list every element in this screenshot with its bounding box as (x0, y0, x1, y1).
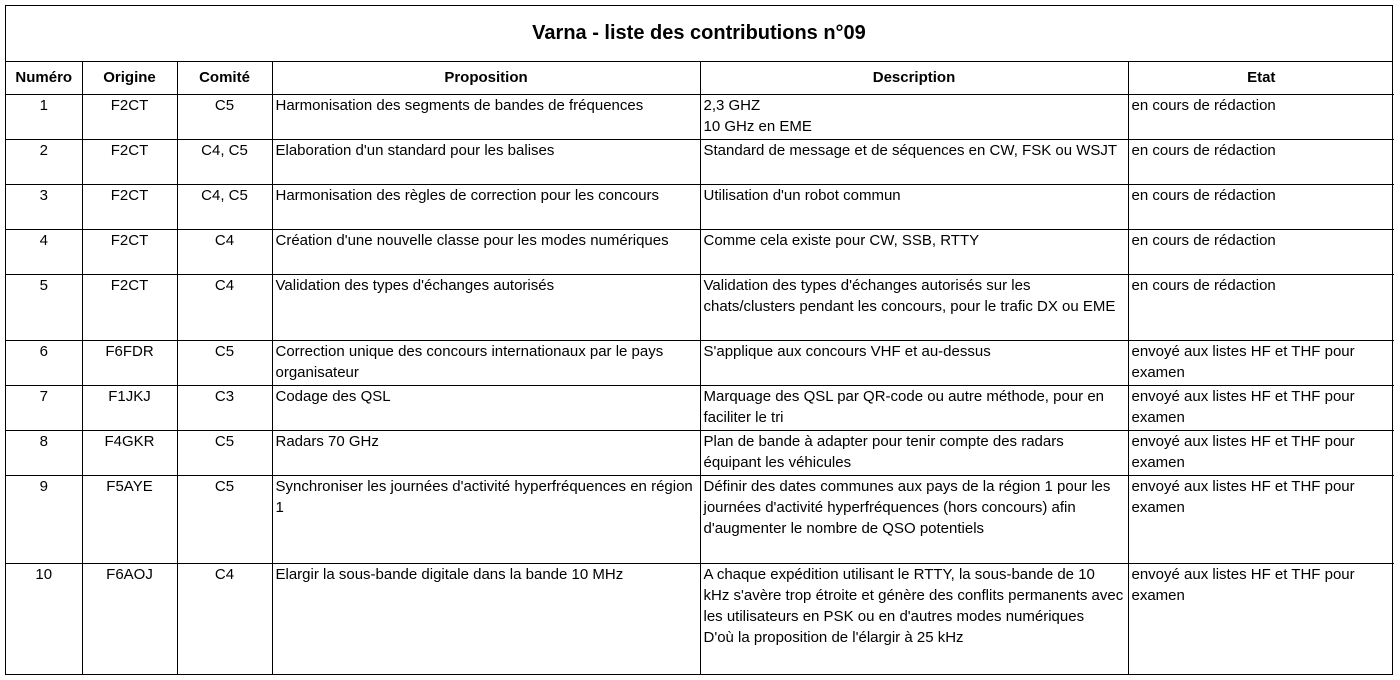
table-row (6, 340, 1394, 385)
cell-comite: C5 (177, 430, 272, 475)
cell-description (700, 385, 1128, 430)
cell-comite: C4 (177, 229, 272, 274)
cell-etat: en cours de rédaction (1128, 94, 1394, 139)
cell-etat: envoyé aux listes HF et THF pour examen (1128, 340, 1394, 385)
column-header-numero: Numéro (6, 62, 82, 94)
cell-origine: F2CT (82, 229, 177, 274)
contributions-table (6, 62, 1394, 674)
cell-origine: F2CT (82, 274, 177, 340)
cell-etat: envoyé aux listes HF et THF pour examen (1128, 385, 1394, 430)
description-line: A chaque expédition utilisant le RTTY, la sous-bande de 10 kHz s'avère trop étroite et génère des conflits permanents avec les utilisateurs en PSK ou en d'autres modes numériques (703, 565, 1124, 625)
cell-numero: 3 (6, 184, 82, 229)
cell-origine: F6AOJ (82, 563, 177, 674)
cell-numero: 1 (6, 94, 82, 139)
description-line: Utilisation d'un robot commun (703, 186, 901, 204)
column-header-description: Description (700, 62, 1128, 94)
cell-origine: F6FDR (82, 340, 177, 385)
cell-etat: en cours de rédaction (1128, 229, 1394, 274)
description-line: Standard de message et de séquences en CW, FSK ou WSJT (703, 141, 1118, 159)
cell-etat: en cours de rédaction (1128, 139, 1394, 184)
cell-comite: C5 (177, 94, 272, 139)
cell-comite: C5 (177, 475, 272, 563)
cell-numero: 8 (6, 430, 82, 475)
description-line: 2,3 GHZ (703, 96, 761, 114)
description-line: Validation des types d'échanges autorisés sur les chats/clusters pendant les concours, pour le trafic DX ou EME (703, 276, 1116, 315)
cell-origine: F2CT (82, 139, 177, 184)
cell-description (700, 229, 1128, 274)
description-line: D'où la proposition de l'élargir à 25 kHz (703, 628, 964, 646)
table-header-row (6, 62, 1394, 94)
cell-proposition: Radars 70 GHz (272, 430, 700, 475)
column-header-etat: Etat (1128, 62, 1394, 94)
cell-numero: 5 (6, 274, 82, 340)
table-row (6, 184, 1394, 229)
cell-proposition: Harmonisation des règles de correction pour les concours (272, 184, 700, 229)
cell-proposition: Validation des types d'échanges autorisés (272, 274, 700, 340)
column-header-origine: Origine (82, 62, 177, 94)
cell-description (700, 139, 1128, 184)
cell-proposition: Elaboration d'un standard pour les balises (272, 139, 700, 184)
cell-origine: F1JKJ (82, 385, 177, 430)
cell-comite: C4, C5 (177, 139, 272, 184)
cell-comite: C4, C5 (177, 184, 272, 229)
table-body (6, 94, 1394, 674)
description-line: Marquage des QSL par QR-code ou autre méthode, pour en faciliter le tri (703, 387, 1105, 426)
cell-etat: envoyé aux listes HF et THF pour examen (1128, 475, 1394, 563)
cell-proposition: Elargir la sous-bande digitale dans la bande 10 MHz (272, 563, 700, 674)
cell-numero: 7 (6, 385, 82, 430)
cell-etat: envoyé aux listes HF et THF pour examen (1128, 430, 1394, 475)
cell-description (700, 94, 1128, 139)
cell-etat: envoyé aux listes HF et THF pour examen (1128, 563, 1394, 674)
cell-numero: 10 (6, 563, 82, 674)
cell-origine: F4GKR (82, 430, 177, 475)
cell-proposition: Codage des QSL (272, 385, 700, 430)
description-line: 10 GHz en EME (703, 117, 812, 135)
page-title: Varna - liste des contributions n°09 (6, 6, 1392, 62)
cell-origine: F2CT (82, 184, 177, 229)
table-row (6, 475, 1394, 563)
cell-proposition: Correction unique des concours internationaux par le pays organisateur (272, 340, 700, 385)
cell-description (700, 430, 1128, 475)
table-row (6, 139, 1394, 184)
table-row (6, 563, 1394, 674)
cell-etat: en cours de rédaction (1128, 274, 1394, 340)
cell-proposition: Synchroniser les journées d'activité hyperfréquences en région 1 (272, 475, 700, 563)
cell-origine: F2CT (82, 94, 177, 139)
cell-comite: C4 (177, 563, 272, 674)
cell-description (700, 475, 1128, 563)
table-row (6, 94, 1394, 139)
table-row (6, 274, 1394, 340)
cell-comite: C4 (177, 274, 272, 340)
cell-description (700, 563, 1128, 674)
cell-numero: 9 (6, 475, 82, 563)
cell-proposition: Création d'une nouvelle classe pour les modes numériques (272, 229, 700, 274)
cell-etat: en cours de rédaction (1128, 184, 1394, 229)
cell-numero: 2 (6, 139, 82, 184)
table-row (6, 229, 1394, 274)
cell-proposition: Harmonisation des segments de bandes de fréquences (272, 94, 700, 139)
description-line: Comme cela existe pour CW, SSB, RTTY (703, 231, 980, 249)
cell-origine: F5AYE (82, 475, 177, 563)
description-line: S'applique aux concours VHF et au-dessus (703, 342, 991, 360)
column-header-proposition: Proposition (272, 62, 700, 94)
column-header-comite: Comité (177, 62, 272, 94)
description-line: Plan de bande à adapter pour tenir compte des radars équipant les véhicules (703, 432, 1064, 471)
cell-comite: C5 (177, 340, 272, 385)
contributions-sheet (5, 5, 1393, 675)
cell-numero: 4 (6, 229, 82, 274)
cell-description (700, 274, 1128, 340)
cell-description (700, 184, 1128, 229)
cell-numero: 6 (6, 340, 82, 385)
cell-comite: C3 (177, 385, 272, 430)
table-row (6, 430, 1394, 475)
table-row (6, 385, 1394, 430)
description-line: Définir des dates communes aux pays de la région 1 pour les journées d'activité hyperfréquences (hors concours) afin d'augmenter le nombre de QSO potentiels (703, 477, 1111, 537)
cell-description (700, 340, 1128, 385)
